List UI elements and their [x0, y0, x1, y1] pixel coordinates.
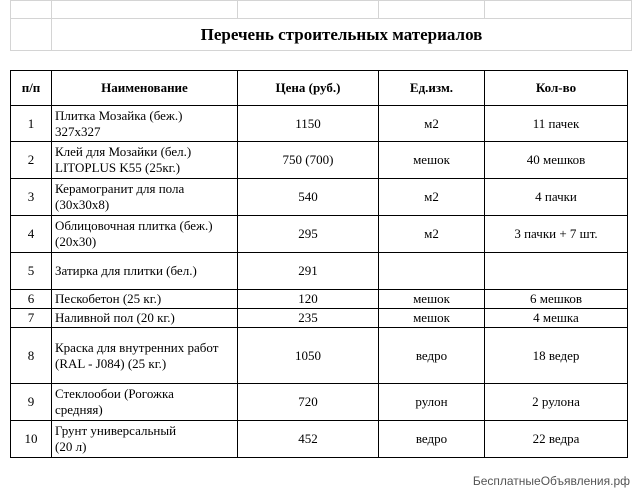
material-quantity: 22 ведра: [485, 421, 628, 458]
material-quantity: [485, 253, 628, 290]
column-header-quantity: Кол-во: [485, 71, 628, 106]
gridline: [237, 0, 238, 19]
material-name: Наливной пол (20 кг.): [52, 309, 238, 328]
row-number: 2: [11, 142, 52, 179]
row-number: 4: [11, 216, 52, 253]
material-price: 750 (700): [238, 142, 379, 179]
material-unit: мешок: [379, 142, 485, 179]
table-row: [11, 290, 628, 309]
row-number: 7: [11, 309, 52, 328]
column-header-price: Цена (руб.): [238, 71, 379, 106]
material-price: 1150: [238, 106, 379, 142]
material-unit: рулон: [379, 384, 485, 421]
material-name: Стеклообои (Рогожка средняя): [52, 384, 238, 421]
material-price: 452: [238, 421, 379, 458]
material-quantity: 40 мешков: [485, 142, 628, 179]
material-unit: ведро: [379, 328, 485, 384]
material-quantity: 6 мешков: [485, 290, 628, 309]
row-number: 9: [11, 384, 52, 421]
material-name: Керамогранит для пола (30x30x8): [52, 179, 238, 216]
material-name: Плитка Мозайка (беж.) 327x327: [52, 106, 238, 142]
material-name: Облицовочная плитка (беж.) (20x30): [52, 216, 238, 253]
table-row: [11, 106, 628, 142]
material-unit: м2: [379, 216, 485, 253]
material-quantity: 4 мешка: [485, 309, 628, 328]
material-quantity: 4 пачки: [485, 179, 628, 216]
material-price: 1050: [238, 328, 379, 384]
gridline: [10, 0, 632, 1]
material-name: Краска для внутренних работ (RAL - J084) (25 кг.): [52, 328, 238, 384]
table-row: [11, 179, 628, 216]
material-quantity: 3 пачки + 7 шт.: [485, 216, 628, 253]
material-price: 295: [238, 216, 379, 253]
material-unit: ведро: [379, 421, 485, 458]
table-row: [11, 421, 628, 458]
material-price: 720: [238, 384, 379, 421]
row-number: 3: [11, 179, 52, 216]
material-price: 291: [238, 253, 379, 290]
table-row: [11, 309, 628, 328]
material-price: 235: [238, 309, 379, 328]
material-price: 540: [238, 179, 379, 216]
watermark-text: БесплатныеОбъявления.рф: [472, 474, 630, 488]
table-row: [11, 384, 628, 421]
column-header-number: п/п: [11, 71, 52, 106]
row-number: 6: [11, 290, 52, 309]
gridline: [10, 50, 632, 51]
column-header-name: Наименование: [52, 71, 238, 106]
material-unit: м2: [379, 106, 485, 142]
table-row: [11, 253, 628, 290]
material-quantity: 18 ведер: [485, 328, 628, 384]
row-number: 10: [11, 421, 52, 458]
table-row: [11, 328, 628, 384]
gridline: [10, 0, 11, 51]
materials-table: [10, 70, 628, 458]
gridline: [484, 0, 485, 19]
material-name: Грунт универсальный (20 л): [52, 421, 238, 458]
material-name: Пескобетон (25 кг.): [52, 290, 238, 309]
row-number: 1: [11, 106, 52, 142]
material-name: Затирка для плитки (бел.): [52, 253, 238, 290]
table-row: [11, 216, 628, 253]
material-unit: мешок: [379, 309, 485, 328]
material-name: Клей для Мозайки (бел.) LITOPLUS K55 (25кг.): [52, 142, 238, 179]
gridline: [378, 0, 379, 19]
material-unit: м2: [379, 179, 485, 216]
row-number: 8: [11, 328, 52, 384]
material-unit: [379, 253, 485, 290]
table-header-row: [11, 71, 628, 106]
material-quantity: 11 пачек: [485, 106, 628, 142]
page-title: Перечень строительных материалов: [200, 24, 483, 44]
material-price: 120: [238, 290, 379, 309]
row-number: 5: [11, 253, 52, 290]
column-header-unit: Ед.изм.: [379, 71, 485, 106]
table-row: [11, 142, 628, 179]
material-unit: мешок: [379, 290, 485, 309]
material-quantity: 2 рулона: [485, 384, 628, 421]
